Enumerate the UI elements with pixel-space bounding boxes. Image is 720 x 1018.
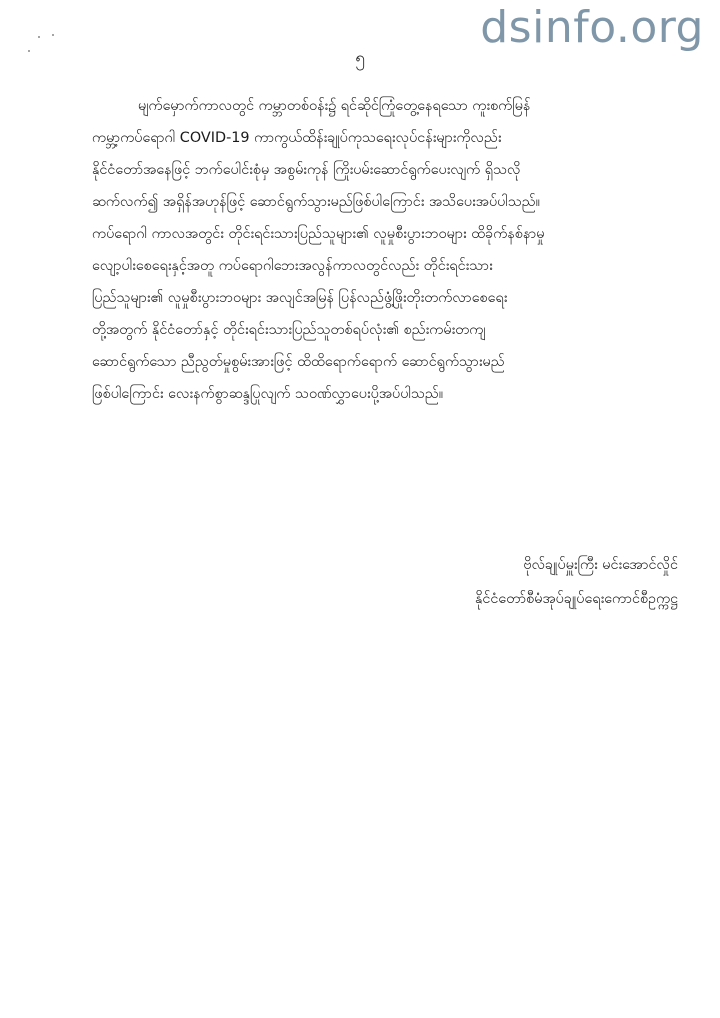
page-number: ၅ [355,48,365,68]
letter-body [92,90,672,410]
body-line: နိုင်ငံတော်အနေဖြင့် ဘက်ပေါင်းစုံမှ အစွမ်းကုန် ကြိုးပမ်းဆောင်ရွက်ပေးလျက် ရှိသလို [92,162,521,178]
body-line: လျော့ပါးစေရေးနှင့်အတူ ကပ်ရောဂါဘေးအလွန်ကာလတွင်လည်း တိုင်းရင်းသား [92,258,493,274]
signatory-name: ဗိုလ်ချုပ်မှူးကြီး မင်းအောင်လှိုင် [523,557,678,573]
signatory-title: နိုင်ငံတော်စီမံအုပ်ချုပ်ရေးကောင်စီဥက္ကဋ္ဌ [474,591,678,607]
watermark: dsinfo.org [480,2,704,53]
body-line: မျက်မှောက်ကာလတွင် ကမ္ဘာတစ်ဝန်း၌ ရင်ဆိုင်ကြုံတွေ့နေရသော ကူးစက်မြန် [138,98,531,114]
body-line: ဆက်လက်၍ အရှိန်အဟုန်ဖြင့် ဆောင်ရွက်သွားမည်ဖြစ်ပါကြောင်း အသိပေးအပ်ပါသည်။ [92,194,541,210]
body-line: ပြည်သူများ၏ လူမှုစီးပွားဘဝများ အလျင်အမြန် ပြန်လည်ဖွံ့ဖြိုးတိုးတက်လာစေရေး [92,290,508,306]
body-line: ကမ္ဘာ့ကပ်ရောဂါ COVID-19 ကာကွယ်ထိန်းချုပ်ကုသရေးလုပ်ငန်းများကိုလည်း [92,130,502,146]
signature-block [378,548,678,616]
body-line: ဖြစ်ပါကြောင်း လေးနက်စွာဆန္ဒပြုလျက် သဝဏ်လွှာပေးပို့အပ်ပါသည်။ [92,386,444,402]
body-line: ကပ်ရောဂါ ကာလအတွင်း တိုင်းရင်းသားပြည်သူများ၏ လူမှုစီးပွားဘဝများ ထိခိုက်နစ်နာမှု [92,226,545,242]
body-line: ဆောင်ရွက်သော ညီညွတ်မှုစွမ်းအားဖြင့် ထိထိရောက်ရောက် ဆောင်ရွက်သွားမည် [92,354,505,370]
body-line: တို့အတွက် နိုင်ငံတော်နှင့် တိုင်းရင်းသားပြည်သူတစ်ရပ်လုံး၏ စည်းကမ်းတကျ [92,322,486,338]
